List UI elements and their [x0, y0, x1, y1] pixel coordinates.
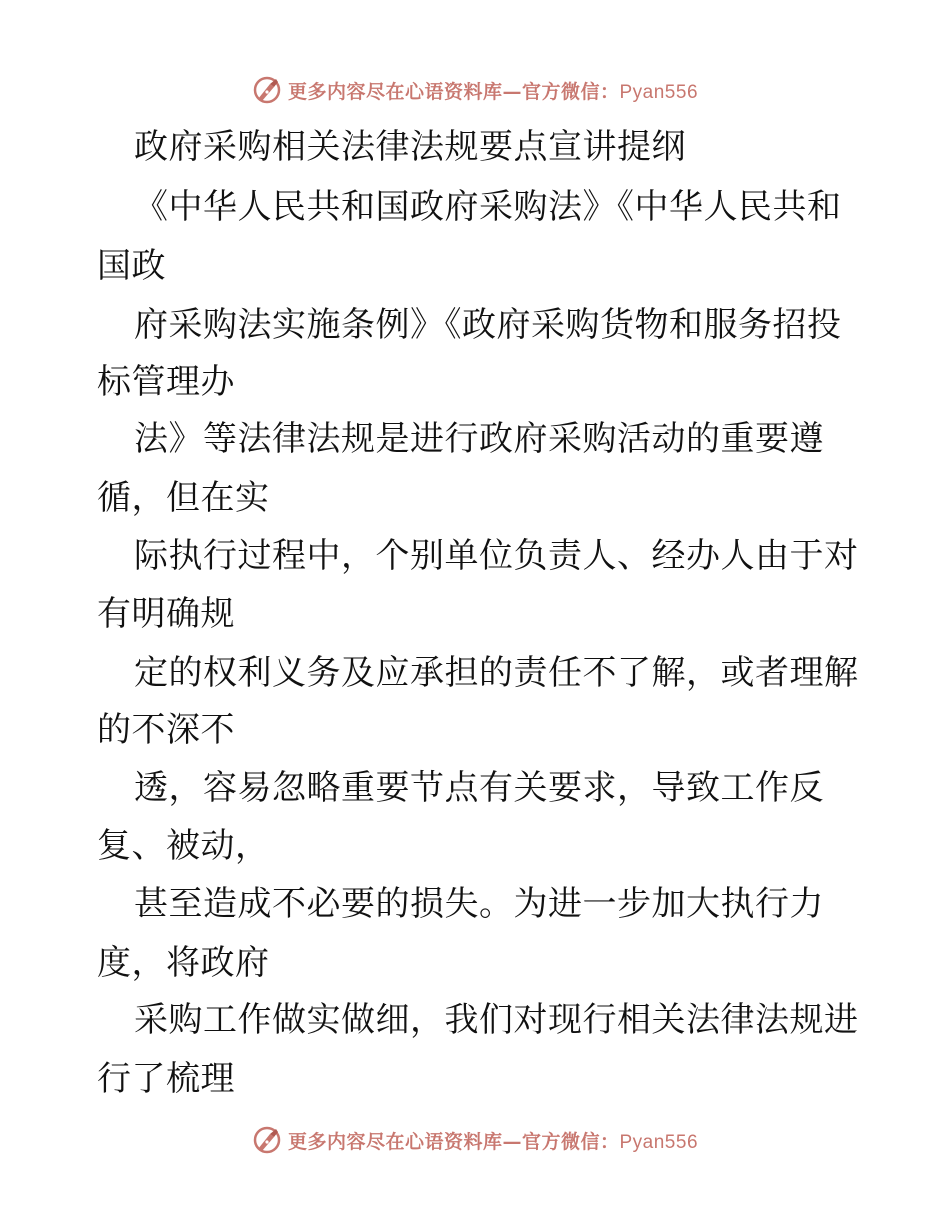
- document-line: 甚至造成不必要的损失。为进一步加大执行力: [134, 884, 824, 924]
- header-brand: 更多内容尽在心语资料库: [287, 80, 503, 103]
- header-dash: —: [502, 80, 522, 103]
- document-line: 度，将政府: [97, 943, 270, 983]
- document-line: 采购工作做实做细，我们对现行相关法律法规进: [134, 1000, 859, 1040]
- document-line: 际执行过程中，个别单位负责人、经办人由于对: [134, 536, 859, 576]
- header-wechat-id: Pyan556: [619, 81, 699, 103]
- document-title: 政府采购相关法律法规要点宣讲提纲: [134, 127, 686, 167]
- document-line: 循，但在实: [97, 478, 270, 518]
- footer-watermark: [0, 1120, 950, 1160]
- document-line: 国政: [97, 246, 166, 286]
- pen-nib-logo-icon: [252, 75, 282, 105]
- document-line: 透，容易忽略重要节点有关要求，导致工作反: [134, 768, 824, 808]
- pen-nib-logo-icon: [252, 1125, 282, 1155]
- document-line: 复、被动，: [97, 826, 270, 866]
- document-line: 法》等法律法规是进行政府采购活动的重要遵: [134, 419, 824, 459]
- document-line: 府采购法实施条例》《政府采购货物和服务招投: [134, 305, 842, 345]
- document-line: 有明确规: [97, 594, 235, 634]
- footer-watermark-text: [288, 1127, 698, 1154]
- document-line: 的不深不: [97, 710, 235, 750]
- header-wechat-label: 官方微信：: [521, 80, 620, 103]
- footer-brand: 更多内容尽在心语资料库: [287, 1130, 503, 1153]
- header-watermark-text: [288, 77, 698, 104]
- footer-dash: —: [502, 1130, 522, 1153]
- footer-wechat-label: 官方微信：: [521, 1130, 620, 1153]
- document-line: 行了梳理: [97, 1059, 235, 1099]
- document-line: 《中华人民共和国政府采购法》《中华人民共和: [134, 187, 842, 227]
- document-line: 定的权利义务及应承担的责任不了解，或者理解: [134, 653, 859, 693]
- header-watermark: [0, 70, 950, 110]
- footer-wechat-id: Pyan556: [619, 1131, 699, 1153]
- document-line: 标管理办: [97, 362, 235, 402]
